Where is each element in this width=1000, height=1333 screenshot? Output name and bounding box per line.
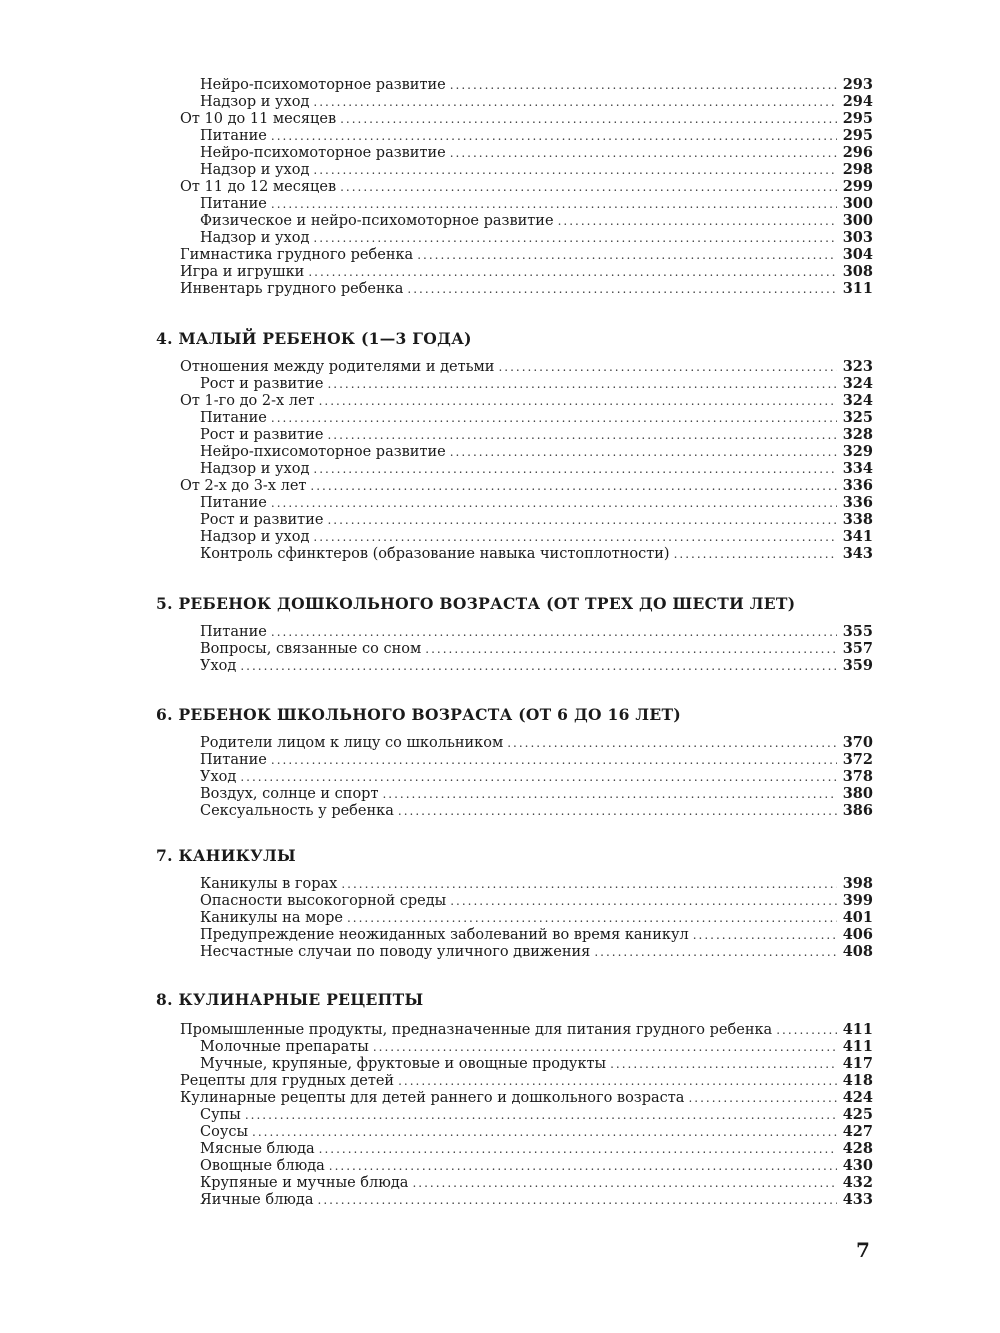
toc-leader-dots <box>425 641 837 658</box>
toc-entry-title: Питание <box>200 196 267 212</box>
toc-leader-dots <box>252 1124 837 1141</box>
toc-leader-dots <box>507 735 837 752</box>
toc-entry-page: 300 <box>842 212 873 229</box>
toc-leader-dots <box>450 893 837 910</box>
toc-entry-title: Сексуальность у ребенка <box>200 803 394 819</box>
toc-entry-page: 336 <box>842 494 873 511</box>
toc-leader-dots <box>271 410 837 427</box>
toc-entry <box>180 1123 873 1140</box>
toc-leader-dots <box>271 196 837 213</box>
toc-entry-title: Питание <box>200 128 267 144</box>
toc-entry <box>180 195 873 212</box>
toc-leader-dots <box>417 247 837 264</box>
toc-leader-dots <box>340 111 837 128</box>
toc-entry <box>180 1157 873 1174</box>
toc-leader-dots <box>341 876 837 893</box>
toc-leader-dots <box>412 1175 837 1192</box>
toc-block-section-4 <box>180 358 873 562</box>
toc-entry-title: Рост и развитие <box>200 427 324 443</box>
toc-entry-title: Предупреждение неожиданных заболеваний во время каникул <box>200 927 689 943</box>
toc-entry-page: 372 <box>842 751 873 768</box>
toc-entry <box>180 1191 873 1208</box>
toc-leader-dots <box>327 512 837 529</box>
toc-entry <box>180 392 873 409</box>
toc-block-section-7 <box>180 875 873 960</box>
toc-entry-title: Уход <box>200 769 237 785</box>
toc-leader-dots <box>271 624 837 641</box>
toc-entry <box>180 263 873 280</box>
toc-entry-page: 430 <box>842 1157 873 1174</box>
section-heading-6: 6. РЕБЕНОК ШКОЛЬНОГО ВОЗРАСТА (ОТ 6 ДО 16 ЛЕТ) <box>156 705 681 724</box>
toc-entry-title: Надзор и уход <box>200 94 310 110</box>
toc-entry-title: Родители лицом к лицу со школьником <box>200 735 504 751</box>
toc-entry-page: 323 <box>842 358 873 375</box>
toc-entry-title: Овощные блюда <box>200 1158 325 1174</box>
toc-entry-title: Кулинарные рецепты для детей раннего и дошкольного возраста <box>180 1090 685 1106</box>
toc-leader-dots <box>313 230 837 247</box>
toc-entry <box>180 892 873 909</box>
toc-entry-title: Молочные препараты <box>200 1039 369 1055</box>
toc-entry-title: Супы <box>200 1107 241 1123</box>
toc-entry-page: 359 <box>842 657 873 674</box>
toc-entry-page: 380 <box>842 785 873 802</box>
toc-leader-dots <box>610 1056 837 1073</box>
toc-leader-dots <box>327 376 837 393</box>
toc-entry-title: Нейро-психомоторное развитие <box>200 77 446 93</box>
toc-entry <box>180 909 873 926</box>
section-heading-8: 8. КУЛИНАРНЫЕ РЕЦЕПТЫ <box>156 990 424 1009</box>
toc-entry-page: 406 <box>842 926 873 943</box>
toc-entry <box>180 1174 873 1191</box>
toc-entry <box>180 110 873 127</box>
toc-entry <box>180 144 873 161</box>
toc-leader-dots <box>329 1158 837 1175</box>
toc-entry-page: 293 <box>842 76 873 93</box>
toc-leader-dots <box>688 1090 837 1107</box>
toc-entry-page: 298 <box>842 161 873 178</box>
toc-entry <box>180 545 873 562</box>
toc-leader-dots <box>407 281 837 298</box>
toc-entry <box>180 657 873 674</box>
toc-entry-page: 338 <box>842 511 873 528</box>
toc-entry <box>180 375 873 392</box>
toc-entry <box>180 528 873 545</box>
toc-leader-dots <box>776 1022 837 1039</box>
toc-entry-page: 408 <box>842 943 873 960</box>
toc-leader-dots <box>450 444 837 461</box>
toc-entry-page: 398 <box>842 875 873 892</box>
toc-entry <box>180 785 873 802</box>
toc-entry-title: Гимнастика грудного ребенка <box>180 247 414 263</box>
toc-entry-title: Мясные блюда <box>200 1141 315 1157</box>
toc-leader-dots <box>558 213 837 230</box>
toc-entry-page: 341 <box>842 528 873 545</box>
toc-entry <box>180 212 873 229</box>
toc-entry-page: 355 <box>842 623 873 640</box>
toc-entry-title: Опасности высокогорной среды <box>200 893 447 909</box>
toc-entry <box>180 1055 873 1072</box>
toc-entry-page: 418 <box>842 1072 873 1089</box>
toc-entry <box>180 623 873 640</box>
toc-entry-title: От 10 до 11 месяцев <box>180 111 337 127</box>
toc-entry <box>180 426 873 443</box>
toc-entry <box>180 768 873 785</box>
toc-entry <box>180 802 873 819</box>
toc-entry <box>180 280 873 297</box>
toc-entry-title: Питание <box>200 752 267 768</box>
toc-leader-dots <box>319 393 837 410</box>
toc-entry-page: 428 <box>842 1140 873 1157</box>
toc-entry <box>180 1072 873 1089</box>
toc-entry <box>180 1038 873 1055</box>
toc-leader-dots <box>313 461 837 478</box>
toc-leader-dots <box>347 910 837 927</box>
toc-entry-page: 357 <box>842 640 873 657</box>
toc-entry-page: 296 <box>842 144 873 161</box>
toc-entry <box>180 477 873 494</box>
toc-block-section-6 <box>180 734 873 819</box>
toc-entry-page: 303 <box>842 229 873 246</box>
toc-entry <box>180 943 873 960</box>
toc-leader-dots <box>308 264 837 281</box>
toc-leader-dots <box>313 162 837 179</box>
toc-entry-title: Уход <box>200 658 237 674</box>
toc-entry <box>180 76 873 93</box>
toc-entry-page: 329 <box>842 443 873 460</box>
toc-leader-dots <box>340 179 837 196</box>
toc-entry-title: Надзор и уход <box>200 529 310 545</box>
toc-leader-dots <box>398 803 837 820</box>
toc-entry-title: Несчастные случаи по поводу уличного движения <box>200 944 591 960</box>
toc-entry-page: 324 <box>842 375 873 392</box>
toc-leader-dots <box>313 529 837 546</box>
toc-entry <box>180 875 873 892</box>
toc-entry <box>180 511 873 528</box>
toc-leader-dots <box>594 944 837 961</box>
toc-entry-title: Питание <box>200 495 267 511</box>
toc-leader-dots <box>271 495 837 512</box>
toc-entry-page: 370 <box>842 734 873 751</box>
toc-leader-dots <box>498 359 837 376</box>
toc-entry <box>180 1021 873 1038</box>
toc-entry-page: 308 <box>842 263 873 280</box>
toc-leader-dots <box>271 128 837 145</box>
toc-entry-title: Физическое и нейро-психомоторное развитие <box>200 213 554 229</box>
toc-entry-title: Нейро-психомоторное развитие <box>200 145 446 161</box>
toc-entry-title: Рецепты для грудных детей <box>180 1073 395 1089</box>
toc-entry-title: Крупяные и мучные блюда <box>200 1175 409 1191</box>
toc-entry-page: 334 <box>842 460 873 477</box>
toc-entry-title: Питание <box>200 410 267 426</box>
toc-entry-page: 425 <box>842 1106 873 1123</box>
toc-entry-title: Рост и развитие <box>200 376 324 392</box>
toc-entry-page: 432 <box>842 1174 873 1191</box>
toc-entry-page: 311 <box>842 280 873 297</box>
toc-entry <box>180 926 873 943</box>
toc-entry-page: 433 <box>842 1191 873 1208</box>
toc-entry <box>180 640 873 657</box>
toc-leader-dots <box>310 478 837 495</box>
toc-entry-title: От 11 до 12 месяцев <box>180 179 337 195</box>
toc-entry-page: 300 <box>842 195 873 212</box>
toc-entry-title: Промышленные продукты, предназначенные для питания грудного ребенка <box>180 1022 773 1038</box>
toc-entry <box>180 229 873 246</box>
toc-leader-dots <box>240 658 837 675</box>
toc-leader-dots <box>313 94 837 111</box>
toc-entry <box>180 734 873 751</box>
toc-entry-title: Каникулы в горах <box>200 876 338 892</box>
toc-entry <box>180 409 873 426</box>
toc-entry-title: Нейро-пхисомоторное развитие <box>200 444 446 460</box>
toc-entry-title: Отношения между родителями и детьми <box>180 359 495 375</box>
section-heading-4: 4. МАЛЫЙ РЕБЕНОК (1—3 ГОДА) <box>156 329 472 348</box>
toc-entry-page: 399 <box>842 892 873 909</box>
toc-entry <box>180 1106 873 1123</box>
toc-entry-title: От 1-го до 2-х лет <box>180 393 315 409</box>
toc-entry-page: 411 <box>842 1021 873 1038</box>
page-number: 7 <box>856 1238 870 1262</box>
toc-leader-dots <box>245 1107 837 1124</box>
toc-leader-dots <box>693 927 837 944</box>
toc-entry-title: Игра и игрушки <box>180 264 305 280</box>
toc-leader-dots <box>398 1073 837 1090</box>
toc-entry-title: Вопросы, связанные со сном <box>200 641 422 657</box>
toc-entry <box>180 1140 873 1157</box>
toc-entry-title: Питание <box>200 624 267 640</box>
section-heading-5: 5. РЕБЕНОК ДОШКОЛЬНОГО ВОЗРАСТА (ОТ ТРЕХ ДО ШЕСТИ ЛЕТ) <box>156 594 796 613</box>
toc-entry-title: Контроль сфинктеров (образование навыка чистоплотности) <box>200 546 670 562</box>
toc-block-continuation <box>180 76 873 297</box>
toc-entry <box>180 358 873 375</box>
toc-entry <box>180 1089 873 1106</box>
toc-leader-dots <box>450 145 837 162</box>
toc-entry-page: 343 <box>842 545 873 562</box>
toc-entry-page: 417 <box>842 1055 873 1072</box>
toc-entry-page: 378 <box>842 768 873 785</box>
toc-entry-title: Каникулы на море <box>200 910 343 926</box>
toc-entry-page: 299 <box>842 178 873 195</box>
toc-entry-title: Мучные, крупяные, фруктовые и овощные продукты <box>200 1056 607 1072</box>
toc-entry-title: Рост и развитие <box>200 512 324 528</box>
toc-entry <box>180 751 873 768</box>
toc-leader-dots <box>271 752 837 769</box>
toc-entry-page: 295 <box>842 110 873 127</box>
toc-entry <box>180 460 873 477</box>
toc-entry-page: 304 <box>842 246 873 263</box>
toc-block-section-8 <box>180 1021 873 1208</box>
toc-entry-title: Инвентарь грудного ребенка <box>180 281 404 297</box>
toc-entry-page: 295 <box>842 127 873 144</box>
toc-entry-page: 336 <box>842 477 873 494</box>
toc-entry-title: От 2-х до 3-х лет <box>180 478 307 494</box>
section-heading-7: 7. КАНИКУЛЫ <box>156 846 296 865</box>
toc-entry-page: 328 <box>842 426 873 443</box>
toc-leader-dots <box>319 1141 837 1158</box>
toc-entry <box>180 127 873 144</box>
toc-entry-page: 386 <box>842 802 873 819</box>
toc-leader-dots <box>450 77 837 94</box>
toc-entry-title: Надзор и уход <box>200 461 310 477</box>
toc-entry-page: 325 <box>842 409 873 426</box>
toc-entry-title: Яичные блюда <box>200 1192 314 1208</box>
toc-block-section-5 <box>180 623 873 674</box>
toc-entry-page: 427 <box>842 1123 873 1140</box>
toc-entry-title: Воздух, солнце и спорт <box>200 786 379 802</box>
toc-entry-page: 411 <box>842 1038 873 1055</box>
toc-leader-dots <box>240 769 837 786</box>
toc-entry <box>180 246 873 263</box>
toc-leader-dots <box>318 1192 838 1209</box>
toc-entry-page: 424 <box>842 1089 873 1106</box>
toc-entry <box>180 178 873 195</box>
toc-leader-dots <box>327 427 837 444</box>
toc-entry-title: Надзор и уход <box>200 230 310 246</box>
toc-entry-page: 324 <box>842 392 873 409</box>
toc-entry <box>180 93 873 110</box>
toc-leader-dots <box>382 786 837 803</box>
toc-entry-title: Надзор и уход <box>200 162 310 178</box>
toc-entry <box>180 494 873 511</box>
toc-entry-page: 294 <box>842 93 873 110</box>
toc-leader-dots <box>373 1039 837 1056</box>
toc-leader-dots <box>674 546 837 563</box>
toc-entry-title: Соусы <box>200 1124 249 1140</box>
toc-entry-page: 401 <box>842 909 873 926</box>
toc-entry <box>180 443 873 460</box>
toc-entry <box>180 161 873 178</box>
